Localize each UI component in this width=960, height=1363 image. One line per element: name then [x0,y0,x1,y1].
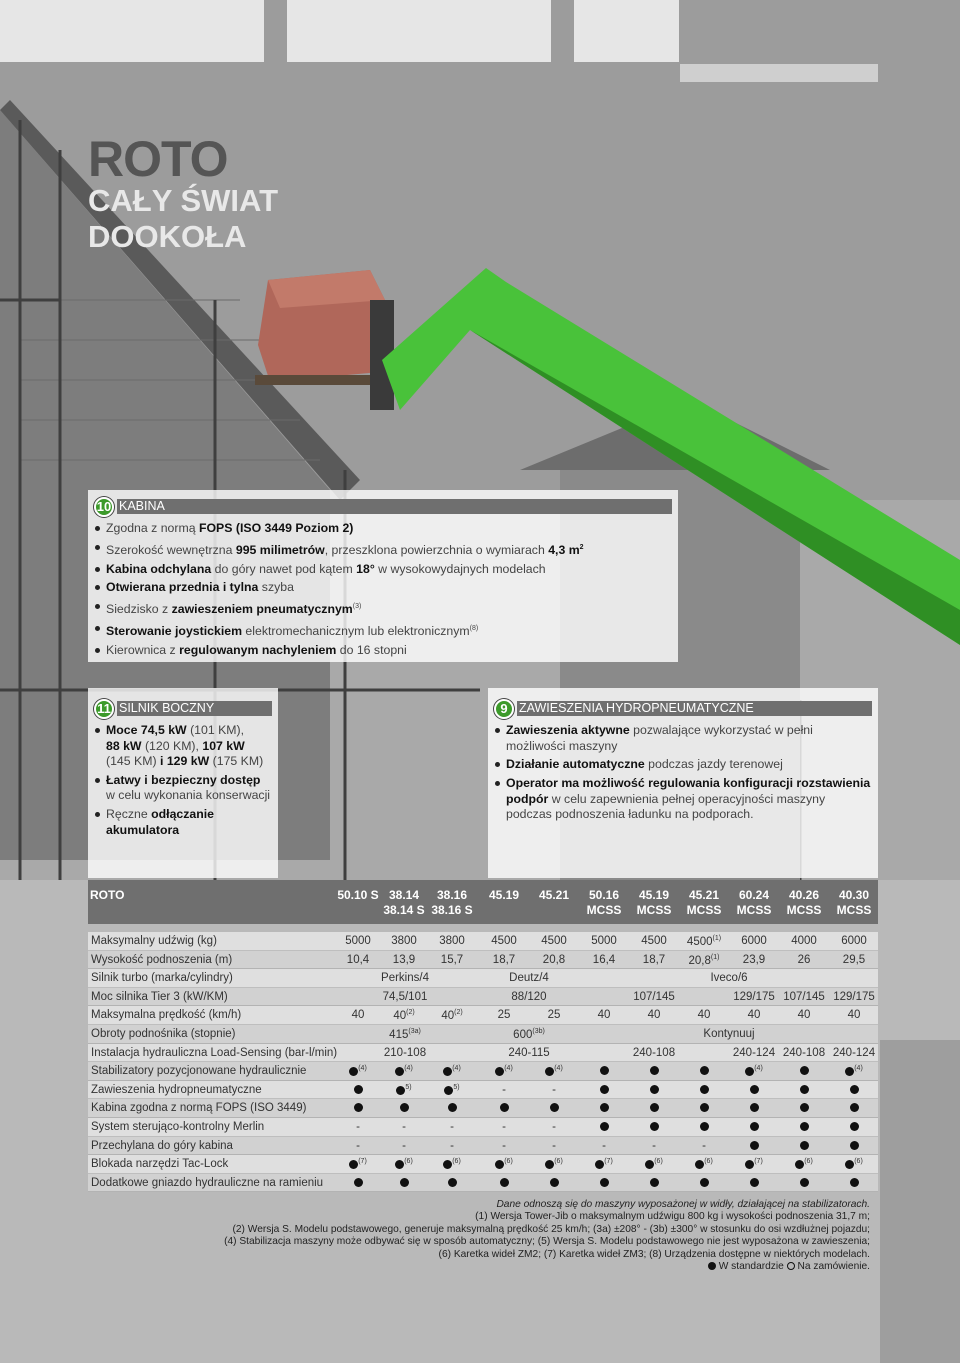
table-cell: - [356,1120,360,1133]
table-cell: 40$^{(2)}$ [393,1009,415,1023]
standard-dot-icon [800,1066,809,1075]
footnote-line: (1) Wersja Tower-Jib o maksymalnym udźwigu 800 kg i wysokości podnoszenia 31,7 m; [475,1211,870,1223]
table-cell: 88/120 [511,990,547,1003]
standard-dot-icon [750,1141,759,1150]
standard-dot-icon [795,1160,804,1169]
model-column-header: 45.19 MCSS [636,888,672,917]
table-cell: 13,9 [392,953,416,966]
table-cell [334,1102,382,1114]
table-cell: - [402,1120,406,1133]
cabin-feature-list [94,521,672,659]
feature-item: Otwierana przednia i tylna szyba [94,580,672,596]
standard-dot-icon [700,1066,709,1075]
row-label: Zawieszenia hydropneumatyczne [91,1083,262,1096]
table-cell: 240-108 [632,1046,676,1059]
standard-dot-icon [495,1067,504,1076]
table-cell: 129/175 [733,990,775,1003]
table-cell [428,1177,476,1189]
table-cell [630,1102,678,1114]
table-cell: 74,5/101 [382,990,428,1003]
feature-item: Ręczne odłączanie akumulatora [94,807,272,838]
standard-dot-icon [800,1141,809,1150]
model-column-header: 50.10 S [337,888,379,902]
table-cell [780,1177,828,1189]
row-label: Blokada narzędzi Tac-Lock [91,1158,229,1171]
table-cell [580,1084,628,1096]
standard-dot-icon [850,1141,859,1150]
table-cell: - [602,1139,606,1152]
table-cell [680,1102,728,1114]
feature-item: Kabina odchylana do góry nawet pod kątem 18° w wysokowydajnych modelach [94,562,672,578]
standard-dot-icon [650,1178,659,1187]
table-row [88,1155,878,1174]
legend [170,1261,870,1273]
feature-item: Kierownica z regulowanym nachyleniem do 16 stopni [94,643,672,659]
table-cell: 4500 [491,935,517,947]
table-cell [580,1065,628,1077]
footnote-line: (2) Wersja S. Modelu podstawowego, generuje maksymalną prędkość 25 km/h; (3a) ±208° - (3b) ±300° w stosunku do osi wzdłużnej pojazdu; [232,1223,870,1235]
page-subtitle [88,183,278,255]
table-cell: (4) [380,1065,428,1078]
table-cell [780,1102,828,1114]
standard-dot-icon [354,1085,363,1094]
standard-dot-icon [448,1103,457,1112]
standard-dot-icon [600,1122,609,1131]
table-cell: (4) [334,1065,382,1078]
table-cell: 29,5 [842,953,866,966]
standard-dot-icon [650,1085,659,1094]
table-row [88,1099,878,1118]
standard-dot-icon [750,1103,759,1112]
feature-item: Operator ma możliwość regulowania konfiguracji rozstawienia podpór w celu zapewnienia pełnej operacyjności maszyny podczas podnoszenia ładunku na podporach. [494,776,872,823]
table-cell [680,1121,728,1133]
table-cell [580,1121,628,1133]
standard-dot-icon [600,1066,609,1075]
table-cell [530,1102,578,1114]
table-cell: (6) [530,1158,578,1171]
standard-dot-icon [354,1103,363,1112]
table-row [88,951,878,970]
model-column-header: 50.16 MCSS [586,888,622,917]
table-cell [680,1084,728,1096]
feature-item: Łatwy i bezpieczny dostęp w celu wykonania konserwacji [94,773,272,804]
row-label: Maksymalny udźwig (kg) [91,935,217,947]
spec-table-header [88,880,878,924]
table-cell: 18,7 [492,953,516,966]
table-cell: - [502,1083,506,1096]
standard-dot-icon [650,1103,659,1112]
tab-block-1 [0,0,264,62]
table-cell: 4000 [791,935,817,947]
standard-dot-icon [349,1160,358,1169]
standard-dot-icon [595,1160,604,1169]
model-column-header: 40.26 MCSS [786,888,822,917]
footnote-lines [170,1211,870,1261]
table-cell: - [356,1139,360,1152]
subtitle-line-1: CAŁY ŚWIAT [88,183,279,218]
cabin-panel [88,490,678,662]
table-cell: 20,8$^{(1)}$ [688,953,720,967]
table-cell: 240-108 [782,1046,826,1059]
standard-dot-icon [354,1178,363,1187]
table-cell: 10,4 [346,953,370,966]
standard-dot-icon [500,1103,509,1112]
suspension-heading: ZAWIESZENIA HYDROPNEUMATYCZNE [517,701,872,716]
row-label: Przechylana do góry kabina [91,1139,233,1152]
table-row [88,932,878,951]
standard-dot-icon [443,1067,452,1076]
suspension-feature-list [494,723,872,823]
table-cell: 4500$^{(1)}$ [686,935,722,948]
model-column-header: 38.16 38.16 S [431,888,473,917]
feature-item: Moce 74,5 kW (101 KM), 88 kW (120 KM), 107 kW (145 KM) i 129 kW (175 KM) [94,723,272,770]
standard-dot-icon [695,1160,704,1169]
table-cell [630,1065,678,1077]
model-column-header: 45.19 [488,888,520,902]
table-cell [380,1102,428,1114]
table-cell: (4) [480,1065,528,1078]
row-label: Wysokość podnoszenia (m) [91,953,233,966]
table-cell [730,1121,778,1133]
footnote-line: (6) Karetka wideł ZM2; (7) Karetka wideł ZM3; (8) Urządzenia dostępne w niektórych modelach. [438,1248,870,1260]
cabin-heading: KABINA [117,499,672,514]
suspension-panel [488,688,878,878]
standard-dot-icon [750,1085,759,1094]
model-column-header: 38.14 38.14 S [383,888,425,917]
table-cell: 26 [797,953,811,966]
table-cell: 15,7 [440,953,464,966]
table-cell [830,1177,878,1189]
table-row [88,1025,878,1044]
standard-dot-icon [800,1085,809,1094]
row-label: System sterująco-kontrolny Merlin [91,1120,265,1133]
table-cell: (4) [830,1065,878,1078]
table-cell: 6000 [841,935,867,947]
row-label: Stabilizatory pozycjonowane hydraulicznie [91,1065,307,1078]
table-cell: (4) [428,1065,476,1078]
table-cell [730,1102,778,1114]
suspension-header [494,700,872,717]
table-cell: 16,4 [592,953,616,966]
standard-dot-icon [600,1178,609,1187]
standard-dot-icon [650,1122,659,1131]
table-cell: 3800 [439,935,465,947]
table-cell: $415^{(3a)}$ [389,1027,421,1041]
feature-item: Zgodna z normą FOPS (ISO 3449 Poziom 2) [94,521,672,537]
spec-table-body [88,932,878,1192]
table-cell: (4) [530,1065,578,1078]
table-row [88,1174,878,1193]
table-cell: - [702,1139,706,1152]
row-label: Dodatkowe gniazdo hydrauliczne na ramieniu [91,1176,324,1189]
table-cell [680,1065,728,1077]
standard-dot-icon [550,1178,559,1187]
standard-dot-icon [349,1067,358,1076]
tab-indicator [680,64,878,82]
cabin-number-badge: 10 [94,497,114,517]
model-column-header: 45.21 MCSS [686,888,722,917]
table-cell: 40 [597,1009,611,1022]
footnote-line: (4) Stabilizacja maszyny może odbywać się w sposób automatyczny; (5) Wersja S. Modelu podstawowego nie jest wyposażona w zawieszenia; [224,1236,870,1248]
table-cell [780,1084,828,1096]
row-label: Instalacja hydrauliczna Load-Sensing (bar-l/min) [91,1046,338,1059]
table-cell [680,1177,728,1189]
table-cell: 40 [697,1009,711,1022]
table-cell [730,1140,778,1152]
standard-dot-icon [750,1122,759,1131]
standard-dot-icon [395,1160,404,1169]
table-cell: - [552,1120,556,1133]
row-label: Kabina zgodna z normą FOPS (ISO 3449) [91,1102,307,1115]
standard-dot-icon [850,1178,859,1187]
table-cell: (6) [630,1158,678,1171]
table-cell [480,1177,528,1189]
engine-feature-list [94,723,272,838]
table-cell [730,1084,778,1096]
table-cell: - [402,1139,406,1152]
table-cell: 23,9 [742,953,766,966]
standard-dot-icon [400,1103,409,1112]
standard-dot-icon [750,1178,759,1187]
standard-dot-icon [448,1178,457,1187]
table-cell: Iveco/6 [710,972,748,985]
table-cell [530,1177,578,1189]
standard-dot-icon [845,1067,854,1076]
tab-block-3 [574,0,679,62]
table-cell: - [450,1120,454,1133]
table-cell: Deutz/4 [509,972,549,985]
table-cell: 4500 [541,935,567,947]
table-cell [380,1177,428,1189]
table-cell: 107/145 [633,990,675,1003]
table-cell [830,1102,878,1114]
engine-header [94,700,272,717]
table-cell: - [502,1139,506,1152]
cabin-header [94,498,672,515]
spec-brand-label: ROTO [90,888,125,902]
table-row [88,969,878,988]
legend-optional: Na zamówienie. [797,1261,870,1273]
table-cell: 25 [547,1009,561,1022]
feature-item: Sterowanie joystickiem elektromechanicznym lub elektronicznym$^{(8)}$ [94,621,672,640]
standard-dot-icon [500,1178,509,1187]
table-cell: 240-124 [832,1046,876,1059]
row-label: Moc silnika Tier 3 (kW/KM) [91,990,228,1003]
legend-standard: W standardzie [718,1261,784,1273]
table-cell: Kontynuuj [703,1027,755,1040]
standard-dot-icon [745,1067,754,1076]
table-row [88,1081,878,1100]
model-column-header: 40.30 MCSS [836,888,872,917]
table-row [88,1118,878,1137]
standard-dot-icon [700,1178,709,1187]
model-column-header: 60.24 MCSS [736,888,772,917]
standard-dot-icon [645,1160,654,1169]
standard-dot-icon [845,1160,854,1169]
table-cell [630,1121,678,1133]
table-cell: 20,8 [542,953,566,966]
standard-dot-icon [745,1160,754,1169]
standard-dot-icon [700,1122,709,1131]
table-cell: 25 [497,1009,511,1022]
table-cell: 5) [428,1084,476,1097]
engine-panel [88,688,278,878]
table-cell [428,1102,476,1114]
table-cell [780,1065,828,1077]
table-cell: Perkins/4 [381,972,429,985]
table-cell [580,1177,628,1189]
engine-heading: SILNIK BOCZNY [117,701,272,716]
table-cell [480,1102,528,1114]
table-cell: 40$^{(2)}$ [441,1009,463,1023]
feature-item: Działanie automatyczne podczas jazdy terenowej [494,757,872,773]
footnotes [170,1199,870,1273]
row-label: Silnik turbo (marka/cylindry) [91,972,233,985]
standard-dot-icon [400,1178,409,1187]
tab-block-2 [287,0,551,62]
row-label: Maksymalna prędkość (km/h) [91,1009,242,1022]
table-cell: 5) [380,1084,428,1097]
standard-dot-icon [650,1066,659,1075]
suspension-number-badge: 9 [494,699,514,719]
table-cell: - [652,1139,656,1152]
standard-dot-icon [708,1262,716,1270]
optional-ring-icon [787,1262,795,1270]
subtitle-line-2: DOOKOŁA [88,219,247,254]
table-cell: - [450,1139,454,1152]
table-row [88,1044,878,1063]
table-cell [334,1084,382,1096]
table-cell: $600^{(3b)}$ [513,1027,545,1041]
table-cell: (7) [334,1158,382,1171]
page-title: ROTO [88,131,228,187]
table-cell: 129/175 [833,990,875,1003]
table-cell [730,1177,778,1189]
table-cell [780,1140,828,1152]
feature-item: Zawieszenia aktywne pozwalające wykorzystać w pełni możliwości maszyny [494,723,872,754]
row-label: Obroty podnośnika (stopnie) [91,1027,236,1040]
table-cell: 210-108 [383,1046,427,1059]
table-cell: (6) [680,1158,728,1171]
table-cell [830,1084,878,1096]
standard-dot-icon [545,1067,554,1076]
table-cell [630,1084,678,1096]
standard-dot-icon [800,1178,809,1187]
table-cell: 5000 [591,935,617,947]
standard-dot-icon [545,1160,554,1169]
table-cell: 18,7 [642,953,666,966]
table-cell: 4500 [641,935,667,947]
table-row [88,1006,878,1025]
standard-dot-icon [600,1103,609,1112]
table-cell: 240-115 [508,1046,550,1059]
footnote-intro: Dane odnoszą się do maszyny wyposażonej w widły, działającej na stabilizatorach. [496,1199,870,1210]
table-cell: 40 [847,1009,861,1022]
standard-dot-icon [800,1122,809,1131]
table-cell: 240-124 [732,1046,776,1059]
standard-dot-icon [495,1160,504,1169]
standard-dot-icon [443,1160,452,1169]
table-cell: - [552,1083,556,1096]
model-column-header: 45.21 [538,888,570,902]
table-cell: 6000 [741,935,767,947]
table-cell: (7) [730,1158,778,1171]
standard-dot-icon [850,1122,859,1131]
standard-dot-icon [600,1085,609,1094]
table-cell: (6) [780,1158,828,1171]
table-cell: (4) [730,1065,778,1078]
standard-dot-icon [700,1085,709,1094]
standard-dot-icon [850,1085,859,1094]
table-cell: - [552,1139,556,1152]
table-cell: (6) [428,1158,476,1171]
standard-dot-icon [550,1103,559,1112]
standard-dot-icon [850,1103,859,1112]
table-row [88,988,878,1007]
table-cell [334,1177,382,1189]
table-cell: 40 [797,1009,811,1022]
table-cell [830,1140,878,1152]
table-cell: (6) [480,1158,528,1171]
table-cell: 40 [351,1009,365,1022]
engine-number-badge: 11 [94,699,114,719]
standard-dot-icon [800,1103,809,1112]
table-cell: 40 [647,1009,661,1022]
table-cell: 40 [747,1009,761,1022]
feature-item: Szerokość wewnętrzna 995 milimetrów, przeszklona powierzchnia o wymiarach 4,3 $m^2$ [94,540,672,559]
standard-dot-icon [700,1103,709,1112]
table-cell [630,1177,678,1189]
table-cell: 5000 [345,935,371,947]
table-row [88,1062,878,1081]
table-cell: 3800 [391,935,417,947]
table-cell: - [502,1120,506,1133]
table-cell: (6) [830,1158,878,1171]
table-row [88,1137,878,1156]
table-cell: (6) [380,1158,428,1171]
table-cell: (7) [580,1158,628,1171]
top-tab-strip [0,0,960,90]
standard-dot-icon [395,1067,404,1076]
table-cell [830,1121,878,1133]
table-cell [780,1121,828,1133]
table-cell: 107/145 [783,990,825,1003]
feature-item: Siedzisko z zawieszeniem pneumatycznym$^{(3)}$ [94,599,672,618]
table-cell [580,1102,628,1114]
